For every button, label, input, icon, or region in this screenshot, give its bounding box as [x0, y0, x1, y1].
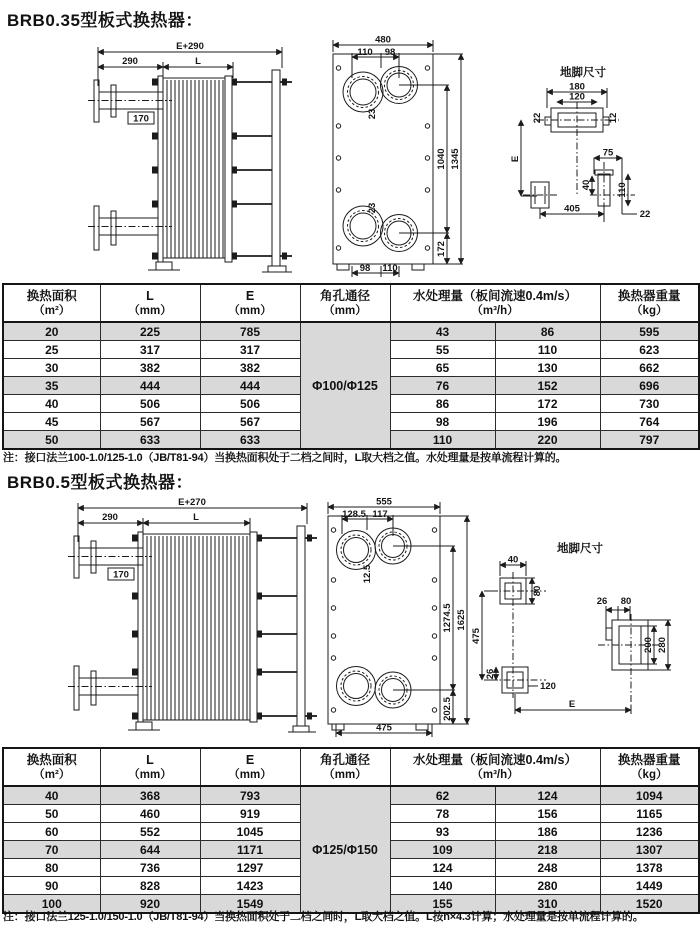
upper-flange-pipe [88, 80, 172, 124]
lower-flange-pipe [68, 666, 152, 710]
dim-right-offset: 26 [596, 596, 608, 607]
cell-flow-single: 110 [390, 431, 495, 450]
dim-top-foot-width: 40 [507, 554, 519, 566]
cell-e: 1171 [200, 841, 300, 859]
cell-e: 1423 [200, 877, 300, 895]
cell-flow-double: 110 [495, 341, 600, 359]
dim-bottom-height: 172 [436, 241, 447, 257]
dim-foot-width-outer: 180 [569, 81, 585, 93]
dim-bolt-x: 40 [581, 179, 592, 191]
dim-port-spacing-2: 117 [372, 509, 388, 520]
cell-l: 444 [100, 377, 200, 395]
cell-flow-single: 76 [390, 377, 495, 395]
brb035-footprint-drawing [495, 64, 665, 244]
dim-base-width: 475 [376, 722, 392, 734]
cell-port-diameter: Φ125/Φ150 [300, 786, 390, 913]
dim-port-height: 1274.5 [442, 603, 453, 633]
col-header-flow: 水处理量（板间流速0.4m/s） （m³/h） [390, 284, 600, 322]
cell-l: 644 [100, 841, 200, 859]
cell-area: 25 [3, 341, 100, 359]
dim-angle-top: 23 [367, 108, 378, 120]
cell-e: 382 [200, 359, 300, 377]
cell-weight: 1520 [600, 895, 699, 914]
col-header-e: E （mm） [200, 284, 300, 322]
cell-flow-double: 186 [495, 823, 600, 841]
tie-bolts [132, 535, 317, 720]
cell-area: 35 [3, 377, 100, 395]
header-row [3, 748, 699, 786]
cell-flow-single: 124 [390, 859, 495, 877]
edge-bolts [331, 528, 436, 712]
plate-outline [333, 54, 433, 270]
cell-flow-double: 280 [495, 877, 600, 895]
note-2: 注：接口法兰125-1.0/150-1.0（JB/T81-94）当换热面积处于二档之间时，L取大档之值。L按n×4.3计算；水处理量是按单流程计算的。 [3, 911, 644, 923]
brb05-footprint-drawing [460, 538, 696, 728]
dim-angle-bottom: 23 [367, 202, 378, 214]
dim-port-spacing-1: 128.5 [342, 509, 366, 520]
cell-flow-single: 65 [390, 359, 495, 377]
col-header-area: 换热面积 （m²） [3, 748, 100, 786]
cell-flow-double: 310 [495, 895, 600, 914]
col-header-weight: 换热器重量 （kg） [600, 748, 699, 786]
tie-bolts [152, 79, 292, 260]
dim-foot-e: E [510, 155, 521, 163]
brb035-side-view-drawing [84, 40, 296, 276]
cell-flow-single: 155 [390, 895, 495, 914]
cell-e: 567 [200, 413, 300, 431]
lower-flange-pipe [88, 206, 172, 250]
cell-e: 1549 [200, 895, 300, 914]
cell-area: 60 [3, 823, 100, 841]
cell-weight: 1165 [600, 805, 699, 823]
section1-title: BRB0.35型板式换热器： [7, 11, 203, 30]
dim-port-spacing-1: 110 [357, 47, 373, 58]
dim-overall-length: E+290 [176, 41, 204, 52]
dim-bottom-spacing-1: 98 [359, 263, 371, 274]
dim-overall-length: E+270 [178, 497, 206, 508]
table-row [3, 322, 699, 341]
cell-flow-double: 124 [495, 786, 600, 805]
cell-flow-single: 93 [390, 823, 495, 841]
table-row [3, 786, 699, 805]
cell-weight: 662 [600, 359, 699, 377]
dim-left-clearance: 290 [102, 512, 118, 523]
dim-foot-offset-right: 12 [608, 112, 619, 124]
dim-port-offset: 12.5 [362, 564, 373, 584]
dim-foot-edge: 22 [639, 209, 651, 220]
dim-left-clearance: 290 [122, 56, 138, 67]
cell-weight: 1094 [600, 786, 699, 805]
cell-l: 225 [100, 322, 200, 341]
cell-weight: 1307 [600, 841, 699, 859]
col-header-port: 角孔通径 （mm） [300, 284, 390, 322]
dim-total-height: 1345 [450, 148, 461, 170]
cell-area: 30 [3, 359, 100, 377]
col-header-port: 角孔通径 （mm） [300, 748, 390, 786]
dim-pipe-offset: 170 [113, 569, 129, 581]
cell-flow-double: 248 [495, 859, 600, 877]
dim-bolt-y: 110 [617, 182, 628, 198]
cell-flow-double: 152 [495, 377, 600, 395]
cell-e: 793 [200, 786, 300, 805]
cell-flow-double: 86 [495, 322, 600, 341]
dim-port-spacing-2: 98 [384, 47, 396, 58]
cell-area: 45 [3, 413, 100, 431]
footprint-title: 地脚尺寸 [557, 543, 603, 555]
dim-foot-span: 405 [564, 203, 580, 215]
cell-e: 444 [200, 377, 300, 395]
bottom-left-foot [490, 667, 546, 693]
dim-right-outer: 280 [657, 637, 668, 653]
dim-port-height: 1040 [436, 148, 447, 170]
corner-ports [337, 528, 412, 708]
section2-title: BRB0.5型板式换热器： [7, 473, 193, 492]
support-column [288, 526, 316, 732]
bottom-left-foot [523, 182, 559, 208]
dim-bolt-width: 75 [602, 147, 614, 159]
dim-top-foot-height: 80 [532, 585, 543, 597]
brb035-front-view-drawing [328, 34, 468, 282]
corner-ports [343, 67, 418, 252]
cell-weight: 623 [600, 341, 699, 359]
cell-l: 567 [100, 413, 200, 431]
brb035-spec-table [2, 283, 700, 450]
cell-e: 317 [200, 341, 300, 359]
cell-l: 368 [100, 786, 200, 805]
cell-l: 382 [100, 359, 200, 377]
col-header-l: L （mm） [100, 284, 200, 322]
dim-pipe-offset: 170 [133, 113, 149, 125]
cell-flow-single: 98 [390, 413, 495, 431]
front-foot [148, 262, 180, 270]
cell-weight: 1378 [600, 859, 699, 877]
right-foot [598, 614, 660, 706]
dim-stack-length: L [195, 56, 201, 67]
cell-flow-double: 220 [495, 431, 600, 450]
cell-e: 785 [200, 322, 300, 341]
header-row [3, 284, 699, 322]
cell-l: 506 [100, 395, 200, 413]
cell-flow-double: 196 [495, 413, 600, 431]
cell-weight: 1236 [600, 823, 699, 841]
cell-l: 460 [100, 805, 200, 823]
plate-stack [138, 532, 257, 722]
dim-foot-width-inner: 120 [569, 91, 585, 103]
cell-area: 50 [3, 805, 100, 823]
cell-e: 506 [200, 395, 300, 413]
cell-flow-single: 140 [390, 877, 495, 895]
dim-width: 555 [376, 496, 392, 508]
cell-area: 20 [3, 322, 100, 341]
cell-flow-single: 55 [390, 341, 495, 359]
cell-weight: 764 [600, 413, 699, 431]
col-header-e: E （mm） [200, 748, 300, 786]
cell-flow-single: 109 [390, 841, 495, 859]
cell-l: 633 [100, 431, 200, 450]
cell-port-diameter: Φ100/Φ125 [300, 322, 390, 449]
cell-area: 80 [3, 859, 100, 877]
dim-bottom-spacing-2: 110 [382, 263, 398, 274]
footprint-title: 地脚尺寸 [560, 67, 606, 79]
cell-l: 920 [100, 895, 200, 914]
cell-flow-double: 172 [495, 395, 600, 413]
cell-e: 919 [200, 805, 300, 823]
cell-area: 50 [3, 431, 100, 450]
cell-flow-double: 156 [495, 805, 600, 823]
brb05-spec-table [2, 747, 700, 914]
cell-flow-double: 130 [495, 359, 600, 377]
cell-l: 736 [100, 859, 200, 877]
upper-flange-pipe [68, 536, 152, 580]
col-header-weight: 换热器重量 （kg） [600, 284, 699, 322]
dim-right-inner: 200 [643, 637, 654, 653]
dim-bottom-left-offset: 26 [485, 668, 496, 680]
dim-foot-e: E [568, 699, 576, 710]
cell-weight: 797 [600, 431, 699, 450]
cell-weight: 1449 [600, 877, 699, 895]
cell-l: 317 [100, 341, 200, 359]
dim-foot-offset-left: 22 [532, 112, 543, 124]
dim-total-height: 1625 [456, 609, 467, 631]
col-header-flow: 水处理量（板间流速0.4m/s） （m³/h） [390, 748, 600, 786]
cell-e: 633 [200, 431, 300, 450]
cell-area: 40 [3, 786, 100, 805]
cell-flow-single: 62 [390, 786, 495, 805]
dim-foot-vertical: 475 [471, 628, 482, 644]
cell-area: 90 [3, 877, 100, 895]
cell-e: 1045 [200, 823, 300, 841]
support-column [262, 70, 292, 272]
cell-weight: 730 [600, 395, 699, 413]
dim-width: 480 [375, 34, 391, 46]
cell-area: 70 [3, 841, 100, 859]
cell-weight: 696 [600, 377, 699, 395]
front-foot [128, 722, 160, 730]
dim-right-slot: 80 [620, 596, 632, 607]
dim-stack-length: L [193, 512, 199, 523]
cell-area: 100 [3, 895, 100, 914]
cell-flow-single: 43 [390, 322, 495, 341]
cell-flow-single: 78 [390, 805, 495, 823]
cell-flow-single: 86 [390, 395, 495, 413]
cell-l: 828 [100, 877, 200, 895]
plate-stack [158, 76, 232, 262]
cell-e: 1297 [200, 859, 300, 877]
cell-flow-double: 218 [495, 841, 600, 859]
col-header-l: L （mm） [100, 748, 200, 786]
brb05-side-view-drawing [64, 496, 322, 738]
note-1: 注：接口法兰100-1.0/125-1.0（JB/T81-94）当换热面积处于二档之间时，L取大档之值。水处理量是按单流程计算的。 [3, 452, 567, 464]
dim-bottom-height: 202.5 [442, 697, 453, 721]
col-header-area: 换热面积 （m²） [3, 284, 100, 322]
cell-l: 552 [100, 823, 200, 841]
cell-weight: 595 [600, 322, 699, 341]
cell-area: 40 [3, 395, 100, 413]
dim-bottom-left-width: 120 [540, 681, 556, 692]
